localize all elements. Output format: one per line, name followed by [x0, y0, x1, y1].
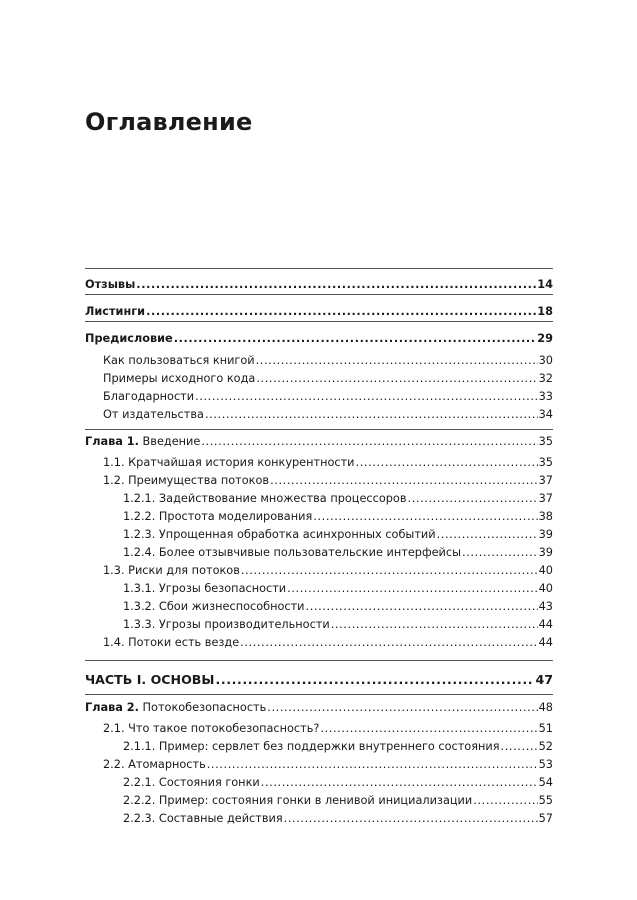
toc-entry-2-2-1[interactable] — [85, 776, 553, 790]
chapter-number: Глава 2. — [85, 701, 139, 714]
toc-entry-label: 1.2. Преимущества потоков — [103, 474, 270, 487]
toc-entry-label: 1.2.4. Более отзывчивые пользовательские интерфейсы — [123, 546, 462, 559]
divider — [85, 660, 553, 661]
toc-entry-label: 2.1. Что такое потокобезопасность? — [103, 722, 320, 735]
toc-entry-1-3-2[interactable] — [85, 600, 553, 614]
toc-entry-how-to-use[interactable] — [85, 354, 553, 368]
toc-entry-1-3[interactable] — [85, 564, 553, 578]
toc-entry-1-2[interactable] — [85, 474, 553, 488]
toc-entry-label: 1.3. Риски для потоков — [103, 564, 240, 577]
toc-entry-2-1-1[interactable] — [85, 740, 553, 754]
toc-entry-label: Отзывы — [85, 278, 136, 291]
dot-leader — [174, 332, 537, 346]
toc-entry-2-2-2[interactable] — [85, 794, 553, 808]
toc-entry-1-3-1[interactable] — [85, 582, 553, 596]
toc-entry-2-2[interactable] — [85, 758, 553, 772]
toc-page-number: 57 — [538, 812, 553, 825]
dot-leader — [473, 794, 537, 808]
divider — [85, 294, 553, 295]
toc-entry-label: Примеры исходного кода — [103, 372, 256, 385]
toc-page-number: 14 — [537, 278, 553, 291]
dot-leader — [306, 600, 538, 614]
toc-entry-1-2-2[interactable] — [85, 510, 553, 524]
toc-page-number: 44 — [538, 618, 553, 631]
toc-entry-1-1[interactable] — [85, 456, 553, 470]
toc-entry-label: 1.2.3. Упрощенная обработка асинхронных событий — [123, 528, 436, 541]
toc-entry-label: ЧАСТЬ I. ОСНОВЫ — [85, 672, 215, 687]
dot-leader — [146, 305, 536, 319]
dot-leader — [261, 776, 538, 790]
toc-entry-2-1[interactable] — [85, 722, 553, 736]
toc-page-number: 38 — [538, 510, 553, 523]
divider — [85, 268, 553, 269]
dot-leader — [331, 618, 538, 632]
divider — [85, 321, 553, 322]
toc-page-number: 32 — [538, 372, 553, 385]
toc-entry-label — [85, 701, 266, 715]
divider — [85, 429, 553, 430]
dot-leader — [256, 372, 537, 386]
toc-entry-label: 1.3.1. Угрозы безопасности — [123, 582, 287, 595]
dot-leader — [501, 740, 538, 754]
toc-entry-label: 2.2.1. Состояния гонки — [123, 776, 260, 789]
dot-leader — [201, 435, 537, 449]
toc-page-number: 43 — [538, 600, 553, 613]
toc-entry-label: 2.2. Атомарность — [103, 758, 206, 771]
dot-leader — [207, 758, 538, 772]
toc-page-number: 35 — [538, 435, 553, 448]
toc-entry-label: 1.1. Кратчайшая история конкурентности — [103, 456, 355, 469]
toc-entry-1-3-3[interactable] — [85, 618, 553, 632]
dot-leader — [437, 528, 538, 542]
toc-entry-label: 1.3.2. Сбои жизнеспособности — [123, 600, 305, 613]
toc-entry-2-2-3[interactable] — [85, 812, 553, 826]
toc-entry-code-examples[interactable] — [85, 372, 553, 386]
dot-leader — [267, 701, 537, 715]
toc-entry-label: Благодарности — [103, 390, 195, 403]
toc-entry-label: От издательства — [103, 408, 204, 421]
chapter-title: Потокобезопасность — [142, 701, 267, 714]
dot-leader — [408, 492, 538, 506]
toc-entry-label: 2.2.2. Пример: состояния гонки в ленивой инициализации — [123, 794, 473, 807]
toc-entry-otzyvy[interactable] — [85, 278, 553, 292]
dot-leader — [270, 474, 538, 488]
dot-leader — [356, 456, 538, 470]
toc-page-number: 34 — [538, 408, 553, 421]
dot-leader — [320, 722, 537, 736]
toc-entry-label: 2.2.3. Составные действия — [123, 812, 283, 825]
toc-entry-label: Листинги — [85, 305, 146, 318]
toc-entry-1-2-3[interactable] — [85, 528, 553, 542]
toc-page-number: 44 — [538, 636, 553, 649]
page-title: Оглавление — [85, 108, 253, 136]
toc-entry-chapter-2[interactable] — [85, 701, 553, 715]
dot-leader — [215, 673, 534, 687]
dot-leader — [241, 564, 538, 578]
toc-page-number: 40 — [538, 564, 553, 577]
dot-leader — [284, 812, 538, 826]
toc-page-number: 51 — [538, 722, 553, 735]
toc-page-number: 54 — [538, 776, 553, 789]
toc-entry-label: 2.1.1. Пример: сервлет без поддержки внутреннего состояния — [123, 740, 500, 753]
toc-page-number: 52 — [538, 740, 553, 753]
toc-entry-label: 1.2.2. Простота моделирования — [123, 510, 313, 523]
toc-entry-part-1[interactable] — [85, 673, 553, 687]
dot-leader — [195, 390, 538, 404]
toc-entry-from-publisher[interactable] — [85, 408, 553, 422]
toc-page-number: 39 — [538, 528, 553, 541]
toc-page-number: 55 — [538, 794, 553, 807]
toc-entry-chapter-1[interactable] — [85, 435, 553, 449]
dot-leader — [205, 408, 538, 422]
toc-entry-1-2-1[interactable] — [85, 492, 553, 506]
dot-leader — [462, 546, 538, 560]
chapter-number: Глава 1. — [85, 435, 139, 448]
dot-leader — [287, 582, 537, 596]
toc-entry-label: 1.3.3. Угрозы производительности — [123, 618, 330, 631]
dot-leader — [313, 510, 537, 524]
chapter-title: Введение — [142, 435, 201, 448]
toc-entry-label: 1.2.1. Задействование множества процессоров — [123, 492, 407, 505]
toc-entry-listingi[interactable] — [85, 305, 553, 319]
dot-leader — [256, 354, 538, 368]
toc-page-number: 40 — [538, 582, 553, 595]
toc-page-number: 30 — [538, 354, 553, 367]
toc-entry-label: Как пользоваться книгой — [103, 354, 255, 367]
toc-entry-label — [85, 435, 200, 449]
toc-page-number: 37 — [538, 492, 553, 505]
toc-page-number: 33 — [538, 390, 553, 403]
toc-entry-1-4[interactable] — [85, 636, 553, 650]
toc-page-number: 48 — [538, 701, 553, 714]
toc-entry-acknowledgements[interactable] — [85, 390, 553, 404]
toc-entry-label: 1.4. Потоки есть везде — [103, 636, 240, 649]
toc-entry-label: Предисловие — [85, 332, 173, 345]
dot-leader — [240, 636, 537, 650]
toc-entry-1-2-4[interactable] — [85, 546, 553, 560]
toc-page-number: 37 — [538, 474, 553, 487]
toc-page-number: 53 — [538, 758, 553, 771]
toc-page-number: 35 — [538, 456, 553, 469]
toc-page-number: 39 — [538, 546, 553, 559]
toc-page-number: 47 — [535, 672, 553, 687]
dot-leader — [136, 278, 536, 292]
divider — [85, 694, 553, 695]
toc-entry-predislovie[interactable] — [85, 332, 553, 346]
toc-page-number: 29 — [537, 332, 553, 345]
toc-page-number: 18 — [537, 305, 553, 318]
